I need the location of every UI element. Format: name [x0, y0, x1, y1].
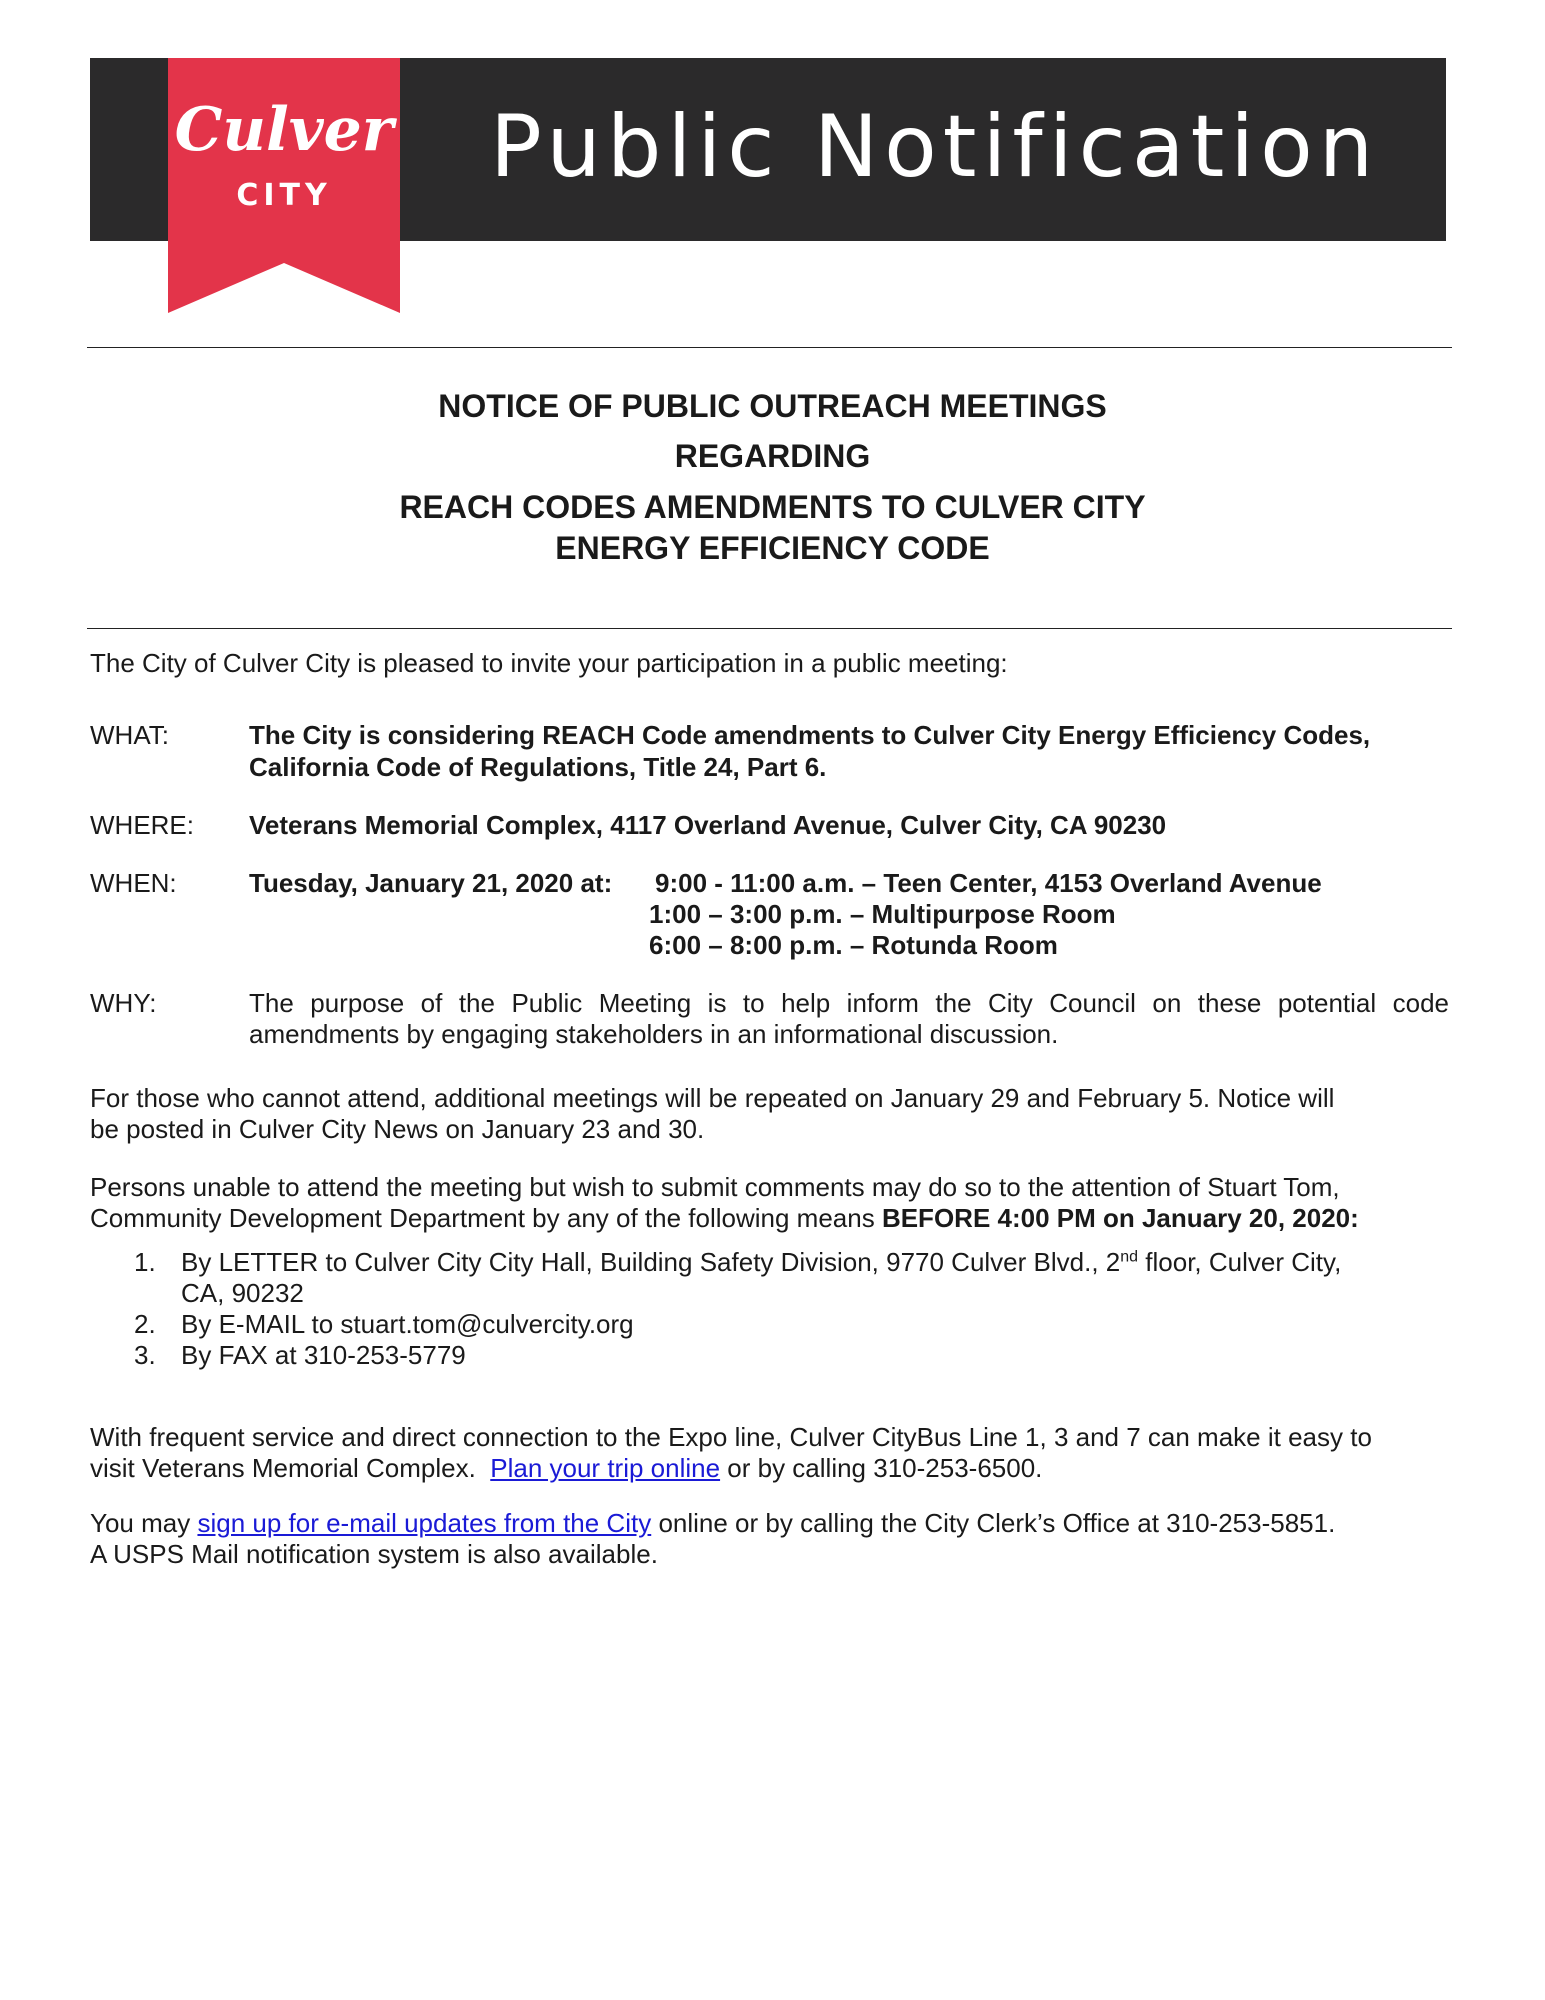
signup-prefix: You may: [90, 1508, 198, 1538]
logo-culver-text: Culver: [174, 95, 394, 165]
plan-trip-link[interactable]: Plan your trip online: [490, 1453, 721, 1483]
notice-heading-line3: REACH CODES AMENDMENTS TO CULVER CITY: [399, 489, 1146, 525]
means-1-text: [181, 1247, 1451, 1278]
means-1-number: 1.: [134, 1247, 156, 1277]
means-1-line2: CA, 90232: [181, 1278, 304, 1308]
what-line2: California Code of Regulations, Title 24, Part 6.: [249, 752, 827, 782]
page-title: Public Notification: [490, 97, 1380, 197]
additional-line1: For those who cannot attend, additional meetings will be repeated on January 29 and February 5. Notice will: [90, 1083, 1335, 1113]
heading-divider: [87, 628, 1452, 629]
means-2-text: By E-MAIL to stuart.tom@culvercity.org: [181, 1309, 634, 1339]
transit-line2-suffix: or by calling 310-253-6500.: [720, 1453, 1043, 1483]
when-date: Tuesday, January 21, 2020 at:: [249, 868, 613, 898]
additional-line2: be posted in Culver City News on January 23 and 30.: [90, 1114, 705, 1144]
means-2-number: 2.: [134, 1309, 156, 1339]
where-value: Veterans Memorial Complex, 4117 Overland Avenue, Culver City, CA 90230: [249, 810, 1167, 840]
signup-suffix: online or by calling the City Clerk’s Office at 310-253-5851.: [651, 1508, 1336, 1538]
notice-heading-line4: ENERGY EFFICIENCY CODE: [555, 530, 990, 566]
signup-line1: [90, 1508, 1450, 1539]
transit-line2-text: visit Veterans Memorial Complex.: [90, 1453, 491, 1483]
session-time-2: 1:00 – 3:00 p.m. – Multipurpose Room: [649, 899, 1116, 929]
intro-text: The City of Culver City is pleased to invite your participation in a public meeting:: [90, 648, 1008, 678]
logo-city-text: CITY: [236, 178, 332, 213]
notice-heading-line1: NOTICE OF PUBLIC OUTREACH MEETINGS: [438, 388, 1107, 424]
means-1-text-a: By LETTER to Culver City City Hall, Building Safety Division, 9770 Culver Blvd., 2: [181, 1247, 1121, 1277]
means-1-text-b: floor, Culver City,: [1138, 1247, 1342, 1277]
when-label: WHEN:: [90, 868, 177, 898]
comments-line1: Persons unable to attend the meeting but wish to submit comments may do so to the attention of Stuart Tom,: [90, 1172, 1340, 1202]
comments-deadline: BEFORE 4:00 PM on January 20, 2020:: [881, 1203, 1359, 1233]
why-label: WHY:: [90, 988, 157, 1018]
notice-heading-line2: REGARDING: [674, 438, 871, 474]
email-updates-link[interactable]: sign up for e-mail updates from the City: [197, 1508, 652, 1538]
means-1-sup: nd: [1120, 1248, 1139, 1266]
session-time-3: 6:00 – 8:00 p.m. – Rotunda Room: [649, 930, 1058, 960]
session-time-1: 9:00 - 11:00 a.m. – Teen Center, 4153 Overland Avenue: [655, 868, 1322, 898]
what-label: WHAT:: [90, 720, 169, 750]
means-3-number: 3.: [134, 1340, 156, 1370]
top-divider: [87, 347, 1452, 348]
why-value: The purpose of the Public Meeting is to help inform the City Council on these potential code amendments by engaging stakeholders in an informational discussion.: [249, 988, 1449, 1049]
comments-line2-text: Community Development Department by any of the following means: [90, 1203, 882, 1233]
transit-line1: With frequent service and direct connection to the Expo line, Culver CityBus Line 1, 3 and 7 can make it easy to: [90, 1422, 1372, 1452]
signup-line2: A USPS Mail notification system is also available.: [90, 1539, 658, 1569]
where-label: WHERE:: [90, 810, 194, 840]
comments-line2: [90, 1203, 1450, 1234]
transit-line2: [90, 1453, 1450, 1484]
means-3-text: By FAX at 310-253-5779: [181, 1340, 466, 1370]
what-line1: The City is considering REACH Code amendments to Culver City Energy Efficiency Codes,: [249, 720, 1371, 750]
